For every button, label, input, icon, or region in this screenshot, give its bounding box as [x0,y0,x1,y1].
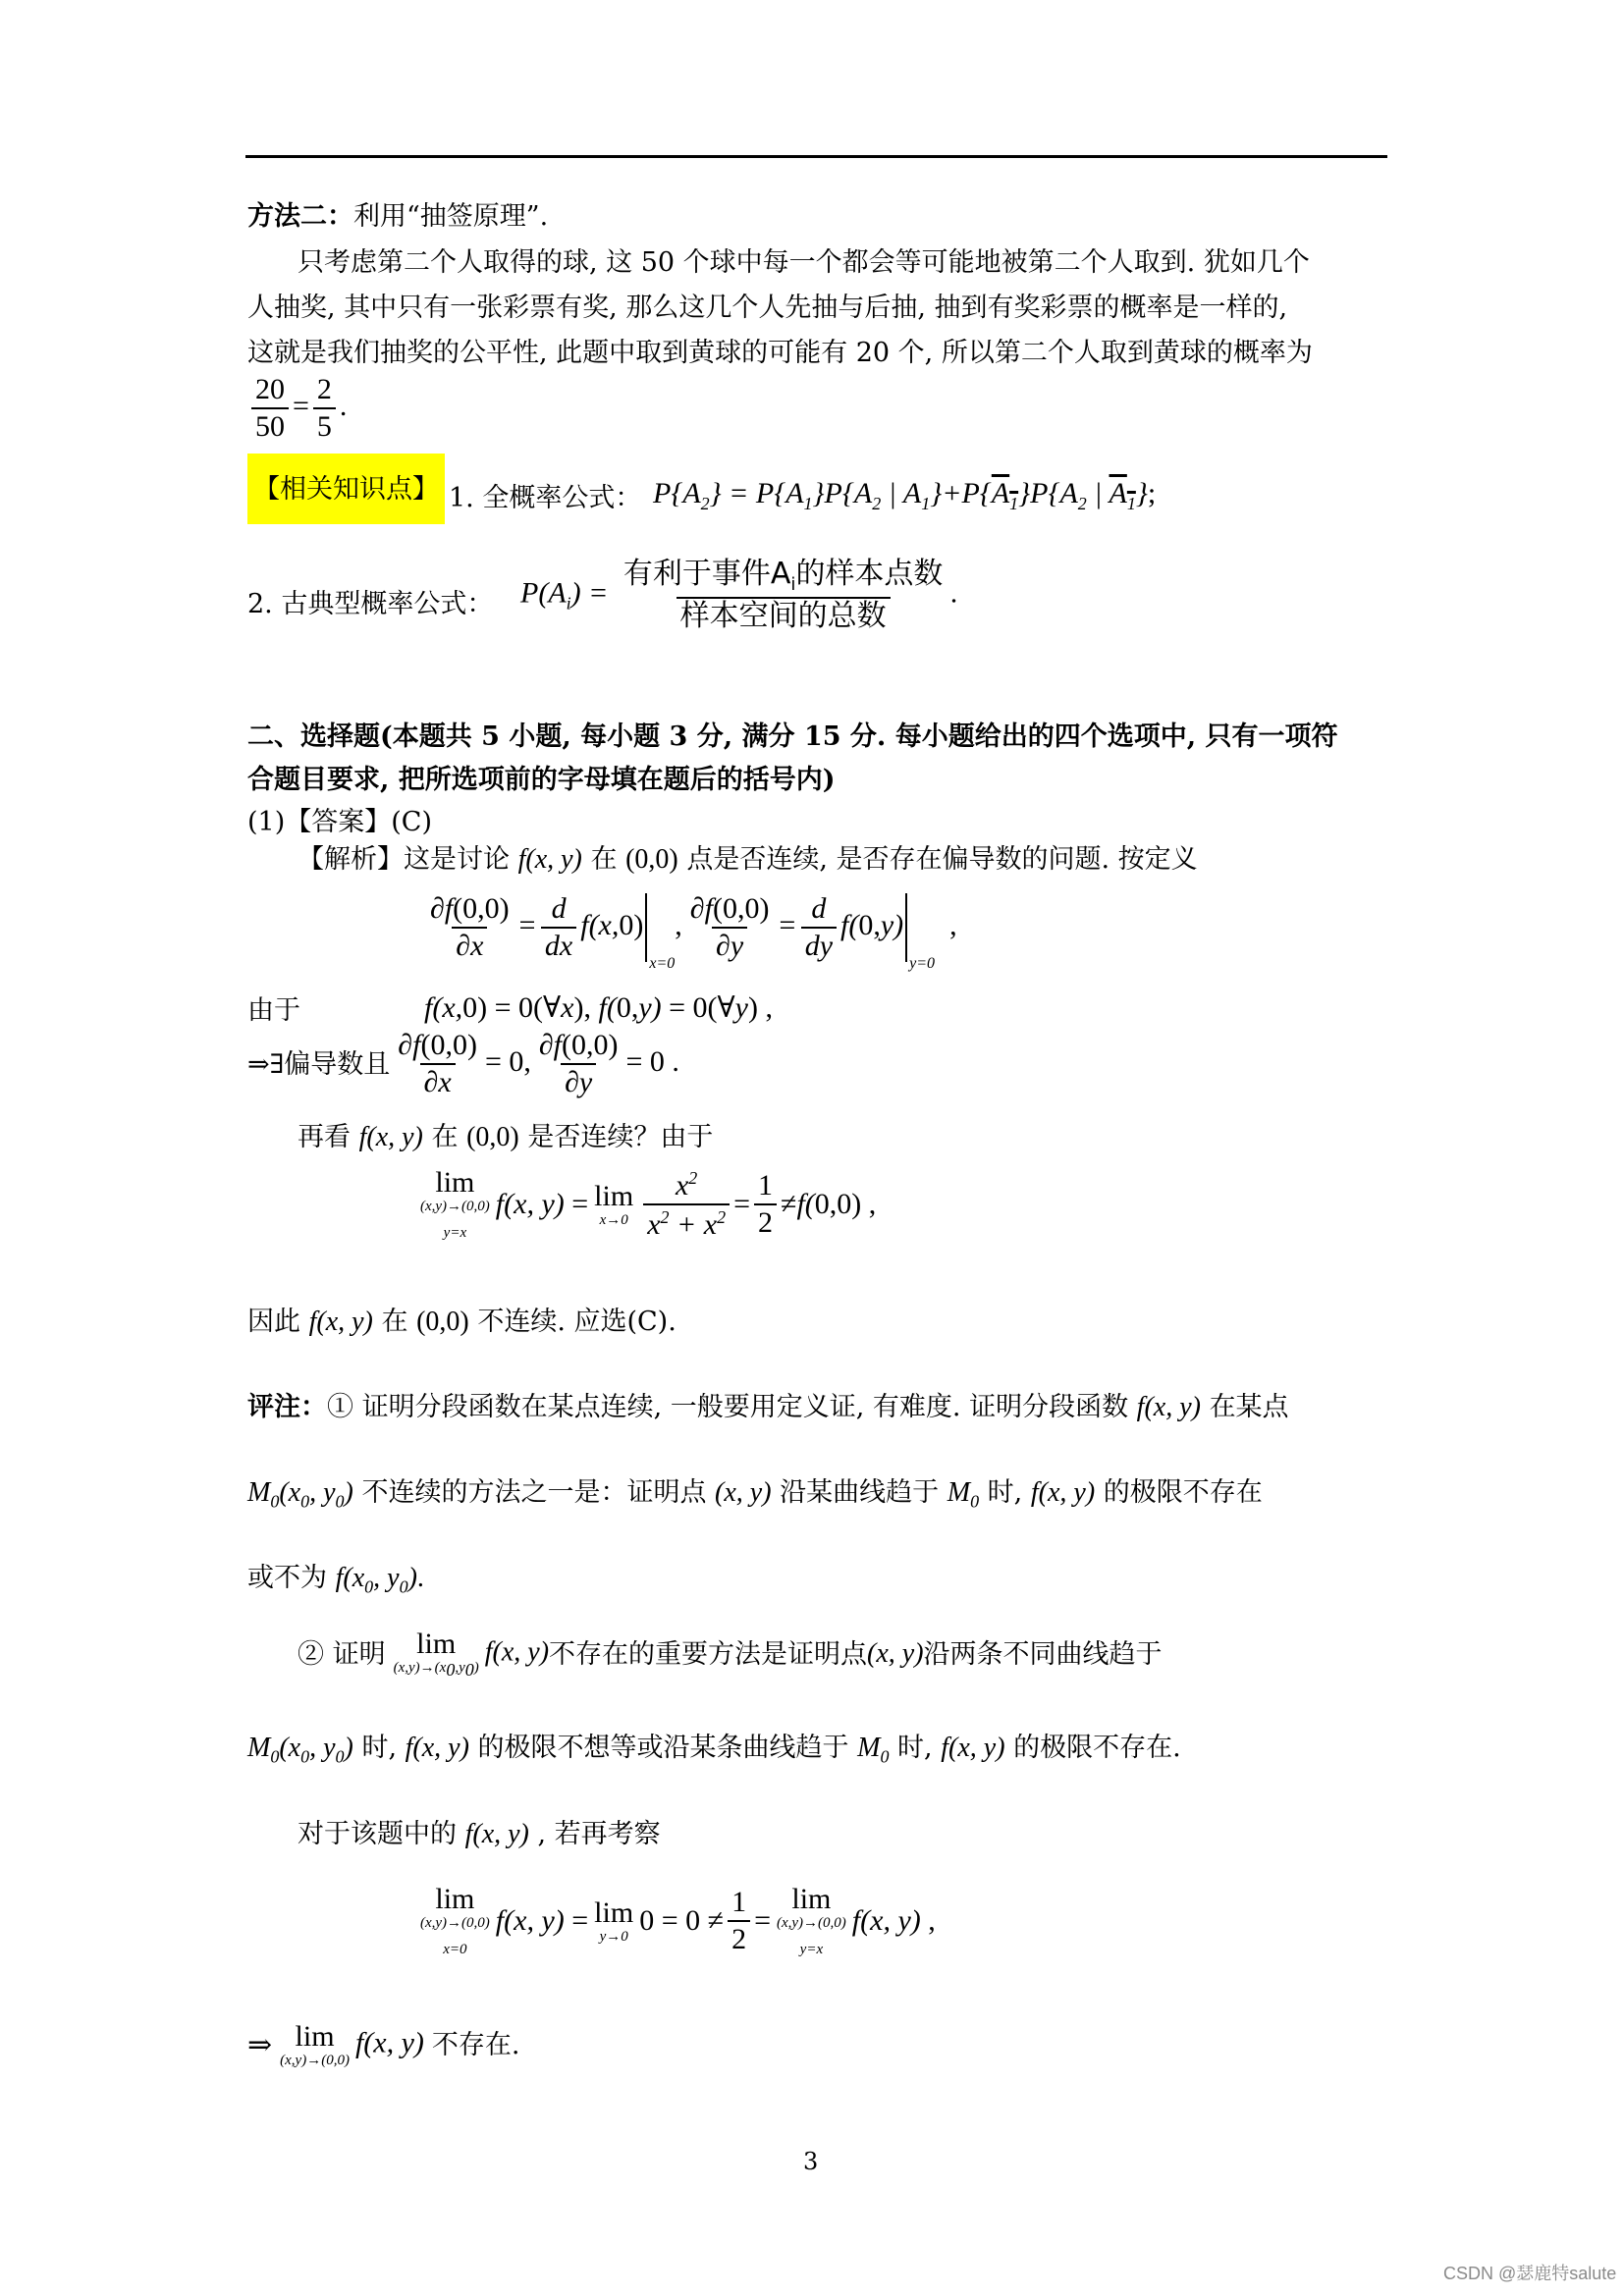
comment-item2-line2: $M_0(x_0$, $y_0$) 时, f(x, y) 的极限不想等或沿某条曲线趋于 $M_0$ 时, f(x, y) 的极限不存在. [247,1733,1181,1767]
section2-title-line1: 二、选择题(本题共 5 小题, 每小题 3 分, 满分 15 分. 每小题给出的四个选项中, 只有一项符 [247,721,1338,752]
two-path-limit-comparison: lim (x,y)→(0,0) x=0 f(x, y) = lim y→0 0 = 0 ≠ $\frac{1}{2}$ = lim (x,y)→(0,0) y=x f(x, y) , [420,1883,936,1957]
partial-derivative-definition: $\frac{\partial f(0,0)}{\partial x}$ = $\frac{d}{dx}$ $f(x,0)_{x=0}$, $\frac{\partial f(0,0)}{\partial y}$ = $\frac{d}{dy}$ $f(0,y)_{y=0}$ , [430,892,957,972]
knowledge-item1-label: 1. 全概率公式： [449,483,642,513]
again-look-line: 再看 f(x, y) 在 (0,0) 是否连续？由于 [298,1122,714,1152]
comment-item2-line1: ② 证明 lim $(x,y)\to(x_0,y_0)$ f(x, y) 不存在的重要方法是证明点 (x, y) 沿两条不同曲线趋于 [298,1628,1163,1680]
comment-line3: 或不为 $f(x_0$, $y_0$). [247,1563,424,1597]
method2-para-line2: 人抽奖, 其中只有一张彩票有奖, 那么这几个人先抽与后抽, 抽到有奖彩票的概率是一样的, [247,293,1288,323]
method2-heading-line [247,203,548,230]
limit-along-y-equals-x: lim (x,y)→(0,0) y=x f(x, y) = lim x→0 $\frac{x^2}{x^2 + x^2}$ = $\frac{1}{2}$ ≠ f( 0,0) , [420,1166,877,1241]
exists-partial-line: ⇒∃偏导数且 $\frac{\partial f(0,0)}{\partial x}$ = 0, $\frac{\partial f(0,0)}{\partial y}$ = 0 . [247,1029,679,1098]
comment-item3-line: 对于该题中的 f(x, y) , 若再考察 [298,1819,661,1849]
final-conclusion-line: ⇒ lim (x,y)→(0,0) f(x, y) 不存在. [247,2020,520,2068]
youyu-label: 由于 [247,995,300,1026]
knowledge-item2-label: 2. 古典型概率公式： [247,589,494,619]
method2-fraction-eq: $\frac{20}{50}$ = $\frac{2}{5}$ . [247,375,347,442]
total-probability-formula: $P\{A_2\} = P\{A_1\}P\{A_2$ | $A_1\}+P\{A_1\}P\{A_2$ | $A_1$}; [653,477,1157,513]
analysis-line: 【解析】这是讨论 f(x, y) 在 (0,0) 点是否连续, 是否存在偏导数的问题. 按定义 [298,844,1198,875]
method2-heading-rest: 利用“抽签原理”. [353,201,549,232]
method2-heading: 方法二： [247,201,353,232]
section2-title-line2: 合题目要求, 把所选项前的字母填在题后的括号内) [247,765,836,795]
method2-para-line3: 这就是我们抽奖的公平性, 此题中取到黄球的可能有 20 个, 所以第二个人取到黄球的概率为 [247,338,1313,368]
knowledge-tag: 【相关知识点】 [247,454,445,524]
comment-line2: $M_0(x_0$, $y_0$) 不连续的方法之一是：证明点 (x, y) 沿某曲线趋于 $M_0$ 时, f(x, y) 的极限不存在 [247,1477,1263,1512]
method2-para-line1: 只考虑第二个人取得的球, 这 50 个球中每一个都会等可能地被第二个人取到. 犹如几个 [298,247,1310,278]
comment-line1: 评注：① 证明分段函数在某点连续, 一般要用定义证, 有难度. 证明分段函数 f(x, y) 在某点 [247,1392,1289,1422]
header-rule [245,155,1387,158]
classical-probability-formula: $P(A_i)$ = $\frac{有利于事件A_i的样本点数}{\text{样本空间的总数}}$ . [520,557,958,633]
page-number: 3 [803,2148,819,2175]
csdn-watermark: CSDN @瑟鹿特salute [1443,2264,1617,2283]
answer-line: (1)【答案】(C) [247,807,432,837]
therefore-line: 因此 f(x, y) 在 (0,0) 不连续. 应选(C). [247,1307,677,1337]
zero-function-condition: f(x,0) = 0(∀x), f(0,y) = 0(∀y) , [424,991,773,1024]
